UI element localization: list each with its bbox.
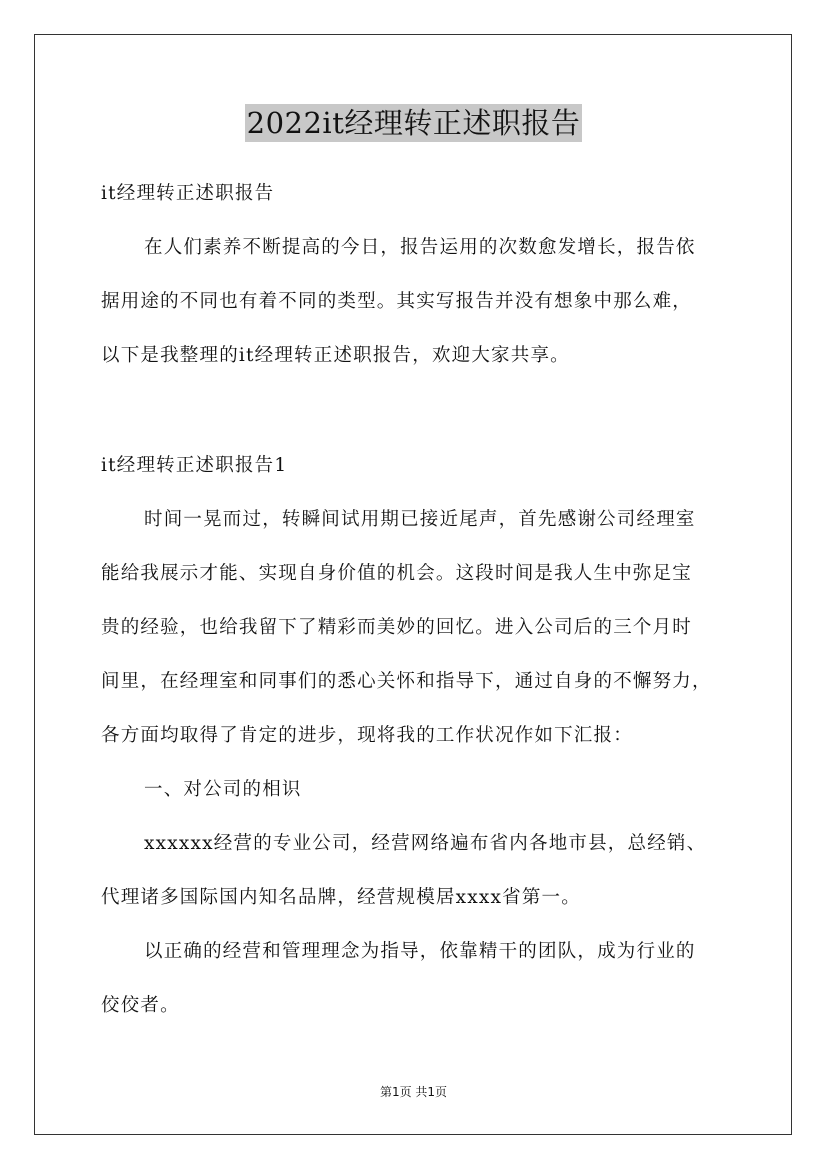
intro-line-2: 据用途的不同也有着不同的类型。其实写报告并没有想象中那么难， [101,291,693,312]
section-body-line-1: 时间一晃而过，转瞬间试用期已接近尾声，首先感谢公司经理室 [144,509,696,530]
intro-line-1: 在人们素养不断提高的今日，报告运用的次数愈发增长，报告依 [144,237,696,258]
subheading: 一、对公司的相识 [144,779,302,800]
title-area [0,104,827,142]
intro-line-3: 以下是我整理的it经理转正述职报告，欢迎大家共享。 [101,345,570,366]
paragraph-2-line-1: xxxxxx经营的专业公司，经营网络遍布省内各地市县，总经销、 [144,833,707,854]
paragraph-2-line-2: 代理诸多国际国内知名品牌，经营规模居xxxx省第一。 [101,887,581,908]
document-title: 2022it经理转正述职报告 [246,106,581,140]
page-footer: 第1页 共1页 [379,1085,448,1099]
section-body-line-3: 贵的经验，也给我留下了精彩而美妙的回忆。进入公司后的三个月时 [101,617,693,638]
section-heading: it经理转正述职报告1 [101,455,288,476]
document-subtitle: it经理转正述职报告 [101,183,275,204]
paragraph-3-line-1: 以正确的经营和管理理念为指导，依靠精干的团队，成为行业的 [144,941,696,962]
section-body-line-2: 能给我展示才能、实现自身价值的机会。这段时间是我人生中弥足宝 [101,563,693,584]
section-body-line-5: 各方面均取得了肯定的进步，现将我的工作状况作如下汇报： [101,725,633,746]
section-body-line-4: 间里，在经理室和同事们的悉心关怀和指导下，通过自身的不懈努力， [101,671,712,692]
paragraph-3-line-2: 佼佼者。 [101,995,180,1016]
